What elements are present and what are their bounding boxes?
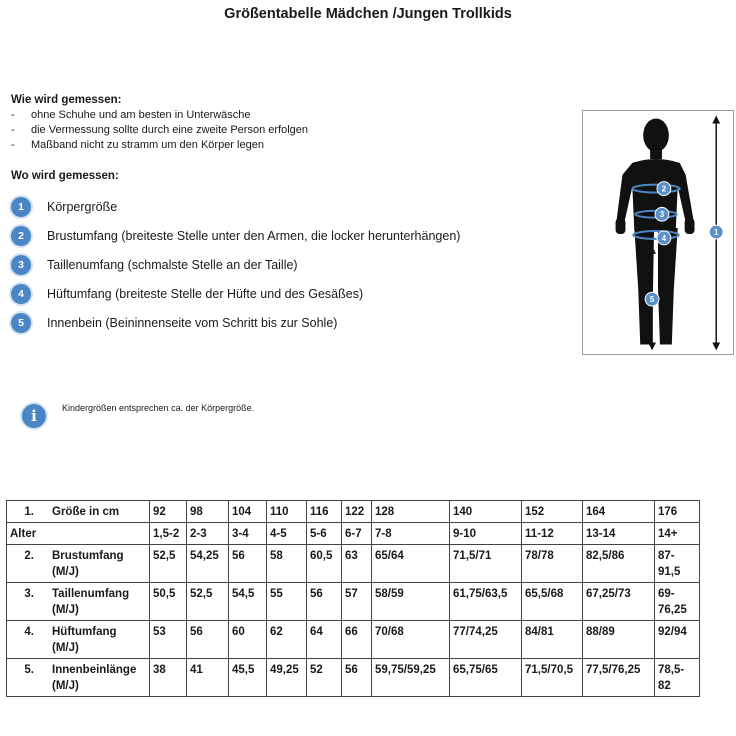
table-cell: 9-10 bbox=[450, 523, 522, 545]
table-cell: 88/89 bbox=[583, 621, 655, 659]
row-title: Alter bbox=[10, 528, 37, 540]
size-table-body bbox=[7, 501, 700, 697]
table-cell: 65/64 bbox=[372, 545, 450, 583]
table-cell: 78/78 bbox=[522, 545, 583, 583]
step-number-icon: 1 bbox=[11, 197, 31, 217]
row-title: Hüftumfang bbox=[52, 626, 117, 638]
table-cell: 58 bbox=[267, 545, 307, 583]
row-number: 3. bbox=[24, 588, 34, 600]
row-title: Taillenumfang bbox=[52, 588, 130, 600]
table-cell: 54,25 bbox=[187, 545, 229, 583]
row-subtitle: (M/J) bbox=[52, 604, 79, 616]
figure-label: 2 bbox=[661, 184, 667, 194]
table-cell: 82,5/86 bbox=[583, 545, 655, 583]
table-cell: 52,5 bbox=[150, 545, 187, 583]
step-number-icon: 5 bbox=[11, 313, 31, 333]
table-cell: 64 bbox=[307, 621, 342, 659]
table-cell: 14+ bbox=[655, 523, 700, 545]
table-cell: 98 bbox=[187, 501, 229, 523]
table-cell: 11-12 bbox=[522, 523, 583, 545]
table-cell: 122 bbox=[342, 501, 372, 523]
row-label bbox=[7, 545, 150, 583]
table-cell: 152 bbox=[522, 501, 583, 523]
table-cell: 4-5 bbox=[267, 523, 307, 545]
table-cell: 110 bbox=[267, 501, 307, 523]
table-cell: 71,5/71 bbox=[450, 545, 522, 583]
row-label bbox=[7, 583, 150, 621]
table-row bbox=[7, 545, 700, 583]
how-item: - Maßband nicht zu stramm um den Körper legen bbox=[11, 139, 264, 151]
figure-label: 3 bbox=[659, 210, 665, 220]
table-cell: 56 bbox=[229, 545, 267, 583]
where-item: 2 Brustumfang (breiteste Stelle unter den Armen, die locker herunterhängen) bbox=[11, 226, 460, 246]
row-number: 4. bbox=[24, 626, 34, 638]
row-label bbox=[7, 621, 150, 659]
table-row bbox=[7, 621, 700, 659]
table-cell: 49,25 bbox=[267, 659, 307, 697]
table-cell: 65,75/65 bbox=[450, 659, 522, 697]
table-cell: 13-14 bbox=[583, 523, 655, 545]
table-cell: 164 bbox=[583, 501, 655, 523]
table-cell: 70/68 bbox=[372, 621, 450, 659]
table-cell: 62 bbox=[267, 621, 307, 659]
table-cell: 54,5 bbox=[229, 583, 267, 621]
table-cell: 60 bbox=[229, 621, 267, 659]
figure-label: 5 bbox=[649, 295, 655, 305]
step-number-icon: 4 bbox=[11, 284, 31, 304]
size-table bbox=[6, 500, 700, 697]
table-cell: 59,75/59,25 bbox=[372, 659, 450, 697]
table-cell: 6-7 bbox=[342, 523, 372, 545]
step-number-icon: 2 bbox=[11, 226, 31, 246]
table-cell: 140 bbox=[450, 501, 522, 523]
body-silhouette-icon bbox=[583, 111, 733, 354]
table-cell: 61,75/63,5 bbox=[450, 583, 522, 621]
row-number: 5. bbox=[24, 664, 34, 676]
info-icon: i bbox=[22, 404, 46, 428]
table-cell: 87-91,5 bbox=[655, 545, 700, 583]
where-item: 1 Körpergröße bbox=[11, 197, 117, 217]
body-measurement-figure bbox=[582, 110, 734, 355]
table-cell: 38 bbox=[150, 659, 187, 697]
where-heading: Wo wird gemessen: bbox=[11, 170, 119, 182]
table-cell: 77/74,25 bbox=[450, 621, 522, 659]
table-cell: 77,5/76,25 bbox=[583, 659, 655, 697]
row-title: Innenbeinlänge bbox=[52, 664, 137, 676]
row-title: Größe in cm bbox=[52, 506, 120, 518]
table-row bbox=[7, 583, 700, 621]
table-cell: 41 bbox=[187, 659, 229, 697]
row-number: 1. bbox=[24, 506, 34, 518]
table-cell: 1,5-2 bbox=[150, 523, 187, 545]
table-cell: 58/59 bbox=[372, 583, 450, 621]
table-cell: 65,5/68 bbox=[522, 583, 583, 621]
table-cell: 84/81 bbox=[522, 621, 583, 659]
table-cell: 69-76,25 bbox=[655, 583, 700, 621]
table-row bbox=[7, 501, 700, 523]
where-item: 4 Hüftumfang (breiteste Stelle der Hüfte und des Gesäßes) bbox=[11, 284, 363, 304]
figure-label: 1 bbox=[714, 227, 719, 237]
table-cell: 56 bbox=[187, 621, 229, 659]
table-cell: 5-6 bbox=[307, 523, 342, 545]
how-list bbox=[11, 108, 308, 153]
row-label bbox=[7, 501, 150, 523]
table-cell: 116 bbox=[307, 501, 342, 523]
table-row bbox=[7, 523, 700, 545]
table-cell: 52 bbox=[307, 659, 342, 697]
figure-label: 4 bbox=[661, 233, 667, 243]
table-cell: 56 bbox=[342, 659, 372, 697]
how-heading: Wie wird gemessen: bbox=[11, 94, 122, 106]
how-item: - die Vermessung sollte durch eine zweite Person erfolgen bbox=[11, 124, 308, 136]
row-subtitle: (M/J) bbox=[52, 680, 79, 692]
table-cell: 66 bbox=[342, 621, 372, 659]
info-note: Kindergrößen entsprechen ca. der Körpergröße. bbox=[62, 403, 255, 413]
row-label bbox=[7, 659, 150, 697]
where-item: 3 Taillenumfang (schmalste Stelle an der Taille) bbox=[11, 255, 298, 275]
table-cell: 78,5-82 bbox=[655, 659, 700, 697]
how-item: - ohne Schuhe und am besten in Unterwäsche bbox=[11, 109, 251, 121]
table-cell: 55 bbox=[267, 583, 307, 621]
table-cell: 52,5 bbox=[187, 583, 229, 621]
table-cell: 53 bbox=[150, 621, 187, 659]
table-cell: 57 bbox=[342, 583, 372, 621]
table-cell: 176 bbox=[655, 501, 700, 523]
table-cell: 71,5/70,5 bbox=[522, 659, 583, 697]
table-cell: 60,5 bbox=[307, 545, 342, 583]
page-title: Größentabelle Mädchen /Jungen Trollkids bbox=[224, 6, 512, 22]
table-cell: 7-8 bbox=[372, 523, 450, 545]
table-cell: 50,5 bbox=[150, 583, 187, 621]
table-cell: 56 bbox=[307, 583, 342, 621]
table-cell: 45,5 bbox=[229, 659, 267, 697]
table-cell: 3-4 bbox=[229, 523, 267, 545]
table-cell: 128 bbox=[372, 501, 450, 523]
row-number: 2. bbox=[24, 550, 34, 562]
row-subtitle: (M/J) bbox=[52, 566, 79, 578]
step-number-icon: 3 bbox=[11, 255, 31, 275]
table-cell: 92/94 bbox=[655, 621, 700, 659]
table-cell: 104 bbox=[229, 501, 267, 523]
table-cell: 63 bbox=[342, 545, 372, 583]
row-title: Brustumfang bbox=[52, 550, 124, 562]
table-cell: 2-3 bbox=[187, 523, 229, 545]
where-item: 5 Innenbein (Beininnenseite vom Schritt bis zur Sohle) bbox=[11, 313, 337, 333]
row-subtitle: (M/J) bbox=[52, 642, 79, 654]
table-cell: 92 bbox=[150, 501, 187, 523]
row-label bbox=[7, 523, 150, 545]
table-cell: 67,25/73 bbox=[583, 583, 655, 621]
table-row bbox=[7, 659, 700, 697]
